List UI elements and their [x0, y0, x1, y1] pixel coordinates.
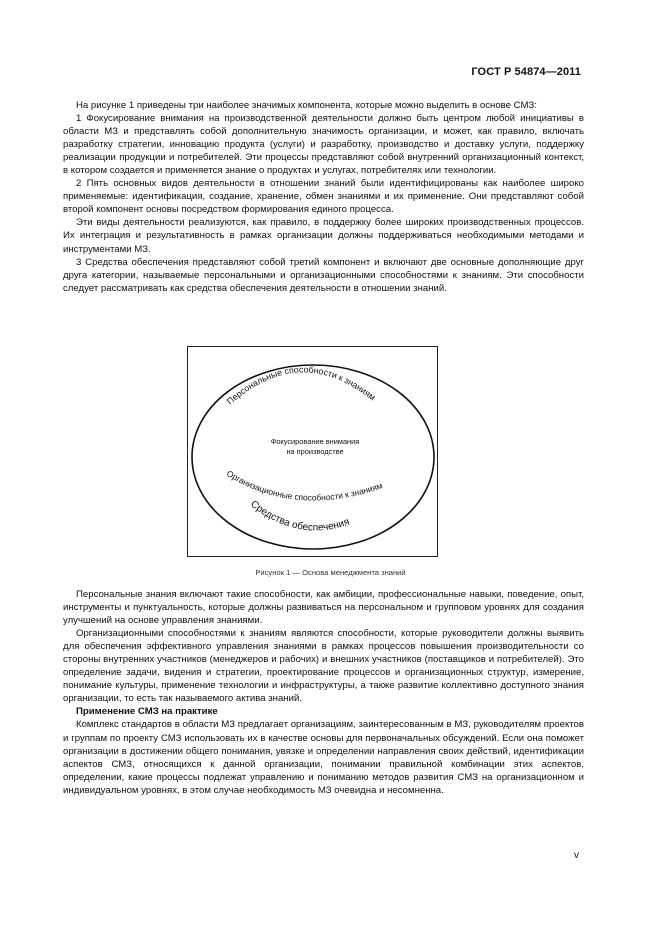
paragraph-organizational-capabilities: Организационными способностями к знаниям являются способности, которые руководители должны выявить для обеспечения эффективного управления знаниями в рамках процессов повышения производительности со стороны внутренних участников (менеджеров и рабочих) и внешних участников (поставщиков и потребителей). Это определение задачи, видения и стратегии, проектирование процессов и организационных структур, измерение, понимание культуры, применение технологии и инфраструктуры, а также развитие коллективно доступного знания организации, то есть так называемого актива знаний.: [63, 628, 584, 705]
figure-caption: Рисунок 1 — Основа менеджмента знаний: [255, 568, 406, 577]
paragraph-application: Комплекс стандартов в области МЗ предлагает организациям, заинтересованным в МЗ, руководителям проектов и группам по проекту СМЗ использовать их в качестве основы для первоначальных обсуждений. Если она поможет организации в достижении общего понимания, увязке и определении направления своих действий, идентификации аспектов СМЗ, относящихся к данной организации, понимании правильной комбинации этих аспектов, определении, какие процессы подлежат управлению и пониманию методов развития СМЗ на организационном и индивидуальном уровнях, в этом случае необходимость МЗ очевидна и несомненна.: [63, 719, 584, 796]
paragraph-personal-knowledge: Персональные знания включают такие способности, как амбиции, профессиональные навыки, поведение, опыт, инструменты и пунктуальность, которые должны развиваться на персональном и групповом уровнях для создания улучшений на основе управления знаниями.: [63, 589, 584, 627]
standard-code: ГОСТ Р 54874—2011: [471, 66, 581, 78]
paragraph-component-2: 2 Пять основных видов деятельности в отношении знаний были идентифицированы как наиболее широко применяемые: идентификация, создание, хранение, обмен знаниями и их применение. Они представляют собой второй компонент основы посредством формирования единого процесса.: [63, 178, 584, 216]
label-center-line-2: на производстве: [286, 447, 344, 456]
body-section: [63, 588, 584, 797]
label-enablers: Средства обеспечения: [248, 498, 351, 534]
paragraph-component-3: 3 Средства обеспечения представляют собой третий компонент и включают две основные дополняющие друг друга категории, называемые персональными и организационными способностями к знаниям. Эти способности следует рассматривать как средства обеспечения деятельности в отношении знаний.: [63, 256, 584, 294]
paragraph-component-1: 1 Фокусирование внимания на производственной деятельности должно быть центром любой инициативы в области МЗ и представлять собой дополнительную значимость организации, и может, как правило, включать разработку стратегии, инновацию продукта (услуги) и разработку, производство и доставку услуги, поддержку реализации продукции и потребителей. Эти процессы представляют собой внутренний организационный контекст, в котором создается и применяется знание о продуктах и услугах, потребителях или технологии.: [63, 113, 584, 177]
outer-ellipse: [192, 365, 434, 549]
section-heading: Применение СМЗ на практике: [76, 706, 218, 718]
paragraph-activities: Эти виды деятельности реализуются, как правило, в поддержку более широких производственных процессов. Их интеграция и результативность в рамках организации должны поддерживаться необходимыми методами и инструментами МЗ.: [63, 217, 584, 255]
figure-km-framework: [187, 346, 438, 557]
label-organizational-capabilities: Организационные способности к знаниям: [225, 468, 384, 503]
paragraph-intro: На рисунке 1 приведены три наиболее значимых компонента, которые можно выделить в основе СМЗ:: [76, 100, 537, 111]
label-center-line-1: Фокусирование внимания: [270, 437, 360, 446]
label-personal-capabilities: Персональные способности к знаниям: [224, 364, 378, 407]
framework-diagram: [188, 347, 439, 558]
page-number: v: [574, 850, 579, 861]
intro-section: [63, 99, 584, 295]
